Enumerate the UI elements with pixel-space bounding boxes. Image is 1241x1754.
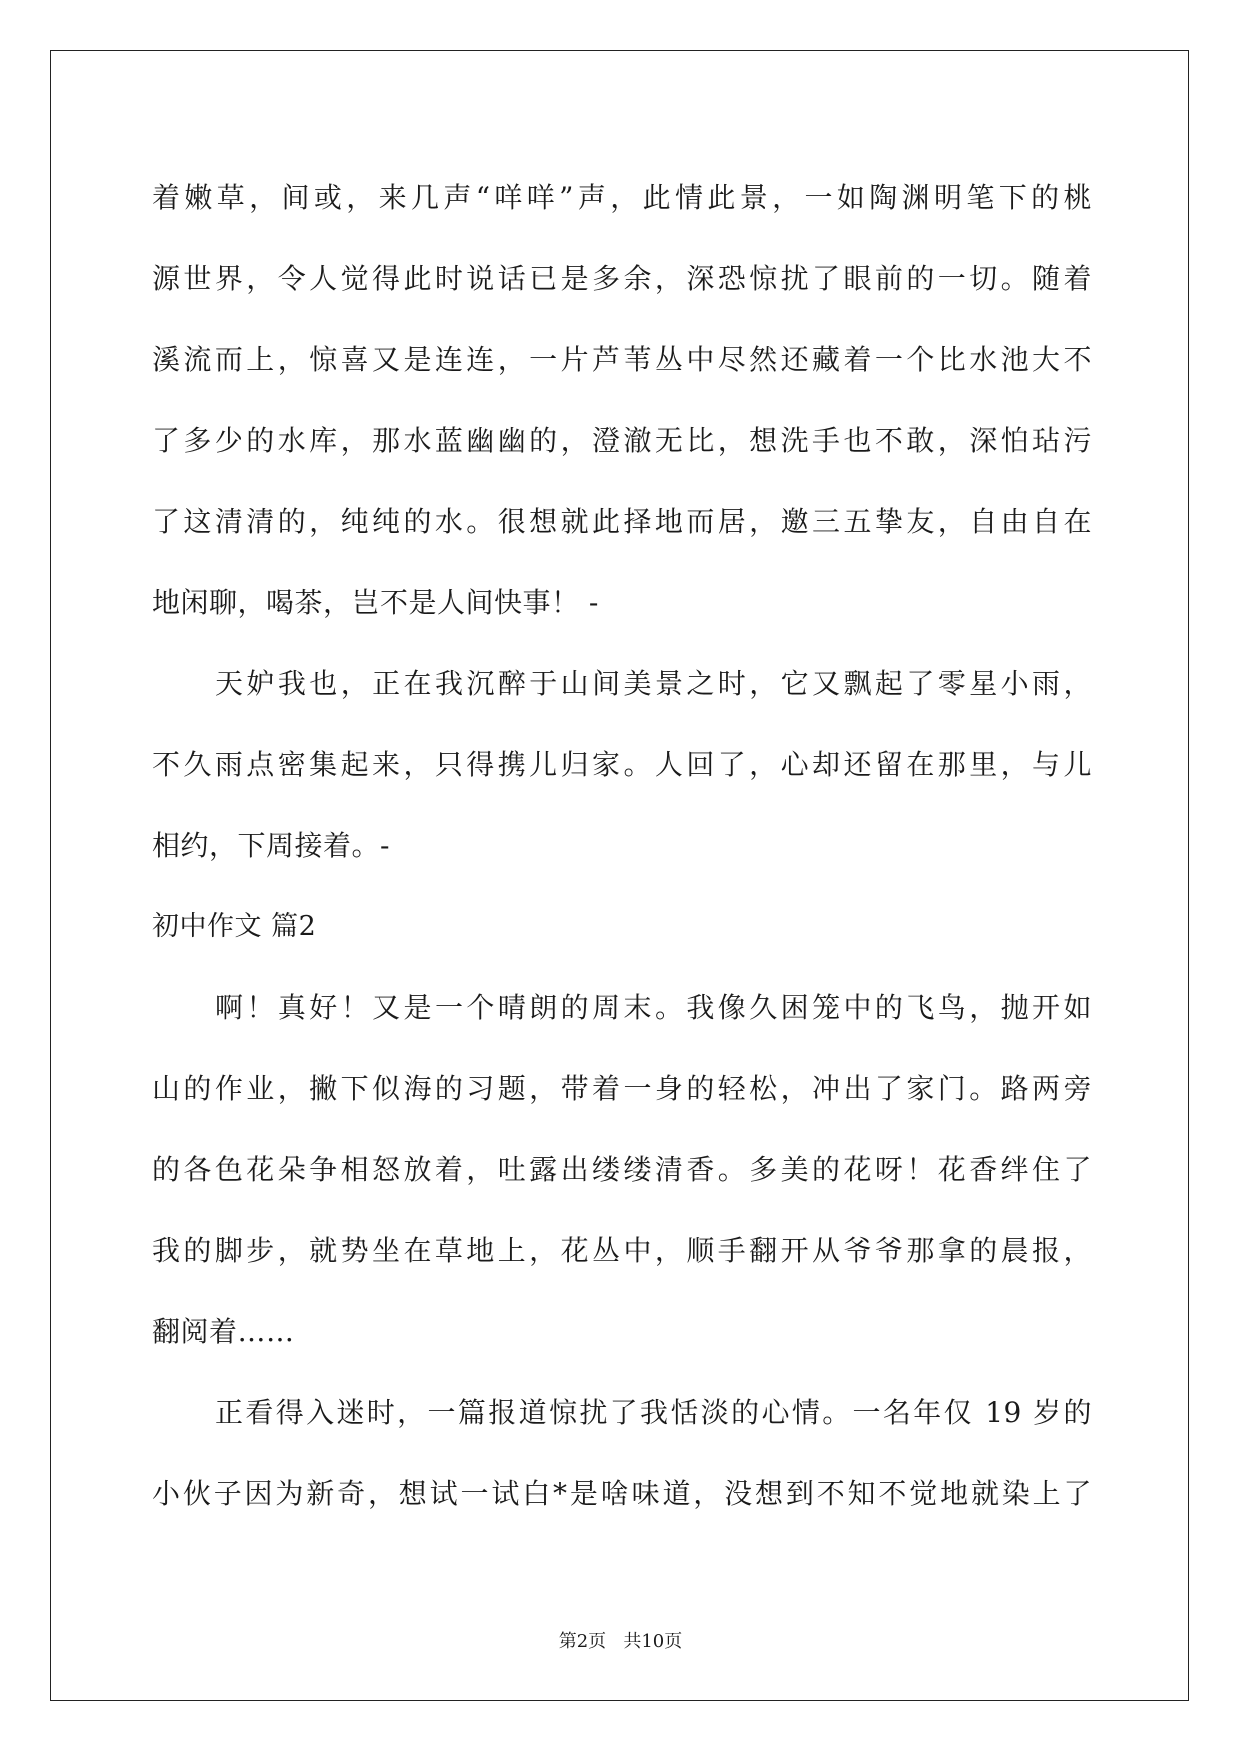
text-line: 的各色花朵争相怒放着，吐露出缕缕清香。多美的花呀！花香绊住了 [152,1153,1092,1186]
document-body [152,157,1092,1534]
text-line: 着嫩草，间或，来几声“咩咩”声，此情此景，一如陶渊明笔下的桃 [152,181,1092,214]
paragraph-first-line: 啊！真好！又是一个晴朗的周末。我像久困笼中的飞鸟，抛开如 [215,991,1092,1024]
text-line: 了多少的水库，那水蓝幽幽的，澄澈无比，想洗手也不敢，深怕玷污 [152,424,1092,457]
paragraph-first-line: 天妒我也，正在我沉醉于山间美景之时，它又飘起了零星小雨， [215,667,1092,700]
text-line: 山的作业，撇下似海的习题，带着一身的轻松，冲出了家门。路两旁 [152,1072,1092,1105]
page-number-footer: 第2页 共10页 [558,1631,683,1652]
text-line: 了这清清的，纯纯的水。很想就此择地而居，邀三五挚友，自由自在 [152,505,1092,538]
text-line: 我的脚步，就势坐在草地上，花丛中，顺手翻开从爷爷那拿的晨报， [152,1234,1092,1267]
text-line: 翻阅着…… [152,1315,295,1348]
text-line: 不久雨点密集起来，只得携儿归家。人回了，心却还留在那里，与儿 [152,748,1092,781]
text-line: 相约，下周接着。- [152,829,390,862]
section-heading: 初中作文 篇2 [152,911,317,942]
text-line: 地闲聊，喝茶，岂不是人间快事！ - [152,586,599,619]
paragraph-first-line: 正看得入迷时，一篇报道惊扰了我恬淡的心情。一名年仅 19 岁的 [215,1396,1092,1429]
text-line: 小伙子因为新奇，想试一试白*是啥味道，没想到不知不觉地就染上了 [152,1477,1092,1510]
text-line: 源世界，令人觉得此时说话已是多余，深恐惊扰了眼前的一切。随着 [152,262,1092,295]
text-line: 溪流而上，惊喜又是连连，一片芦苇丛中尽然还藏着一个比水池大不 [152,343,1092,376]
